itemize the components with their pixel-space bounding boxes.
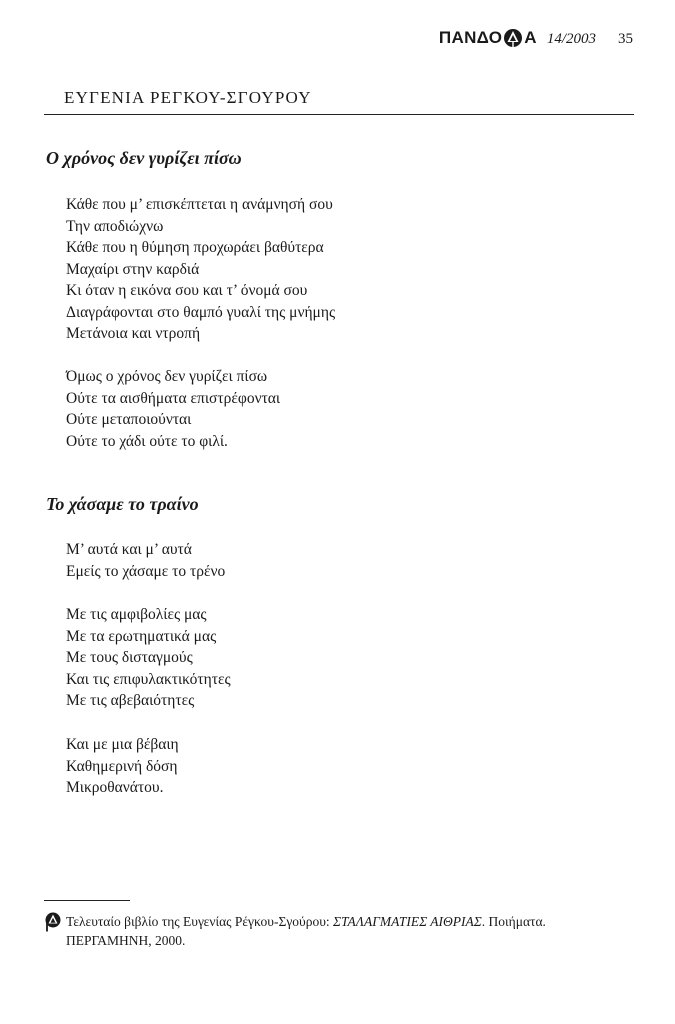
poem-line: Διαγράφονται στο θαμπό γυαλί της μνήμης bbox=[66, 303, 336, 321]
journal-name bbox=[439, 28, 537, 48]
poem-line: Καθημερινή δόση bbox=[66, 757, 178, 775]
poem-line: Με τις αβεβαιότητες bbox=[66, 692, 195, 709]
journal-name-right: Α bbox=[524, 28, 537, 47]
journal-name-left: ΠΑΝΔΟ bbox=[438, 28, 503, 47]
poem-title: Ο χρόνος δεν γυρίζει πίσω bbox=[46, 148, 242, 168]
poem-title: Το χάσαμε το τραίνο bbox=[46, 494, 199, 514]
footnote-text-lead: Τελευταίο βιβλίο της Ευγενίας Ρέγκου-Σγούρου: bbox=[66, 914, 334, 929]
page-number: 35 bbox=[618, 31, 633, 47]
footnote-divider bbox=[44, 900, 130, 901]
poem-stanza bbox=[66, 366, 280, 452]
poem-line: Όμως ο χρόνος δεν γυρίζει πίσω bbox=[66, 368, 268, 385]
author-name: ΕΥΓΕΝΙΑ ΡΕΓΚΟΥ-ΣΓΟΥΡΟΥ bbox=[64, 88, 312, 107]
poem-line: Την αποδιώχνω bbox=[66, 217, 164, 235]
footnote-text bbox=[66, 912, 546, 950]
poem-stanza bbox=[66, 194, 335, 345]
footnote-book-title: ΣΤΑΛΑΓΜΑΤΙΕΣ ΑΙΘΡΙΑΣ bbox=[333, 914, 482, 929]
poem-line: Με τις αμφιβολίες μας bbox=[66, 606, 207, 623]
poem-line: Ούτε το χάδι ούτε το φιλί. bbox=[66, 432, 228, 450]
running-header bbox=[439, 28, 633, 48]
poem-line: Μαχαίρι στην καρδιά bbox=[66, 260, 200, 278]
poem-line: Ούτε τα αισθήματα επιστρέφονται bbox=[66, 389, 281, 407]
footnote-publisher: ΠΕΡΓΑΜΗΝΗ, 2000. bbox=[66, 933, 186, 948]
poem-line: Μ’ αυτά και μ’ αυτά bbox=[66, 541, 192, 558]
poem-stanza bbox=[66, 604, 231, 712]
pandora-mark-icon bbox=[44, 912, 62, 932]
footnote-text-tail: . Ποιήματα. bbox=[481, 914, 546, 929]
poem-line: Και με μια βέβαιη bbox=[66, 736, 179, 753]
poem-line: Με τους δισταγμούς bbox=[66, 649, 193, 666]
poem-line: Κι όταν η εικόνα σου και τ’ όνομά σου bbox=[66, 282, 308, 299]
footnote bbox=[44, 912, 644, 950]
poem-line: Εμείς το χάσαμε το τρένο bbox=[66, 562, 226, 580]
poem-line: Με τα ερωτηματικά μας bbox=[66, 627, 217, 645]
issue-number: 14/2003 bbox=[546, 31, 596, 47]
poem-line: Κάθε που μ’ επισκέπτεται η ανάμνησή σου bbox=[66, 196, 333, 213]
poem-line: Ούτε μεταποιούνται bbox=[66, 411, 192, 428]
poem-line: Μετάνοια και ντροπή bbox=[66, 325, 201, 342]
header-divider bbox=[44, 114, 634, 115]
poem-stanza bbox=[66, 539, 225, 582]
poem-line: Και τις επιφυλακτικότητες bbox=[66, 670, 231, 688]
poem-line: Μικροθανάτου. bbox=[66, 779, 164, 796]
poem-line: Κάθε που η θύμηση προχωράει βαθύτερα bbox=[66, 239, 324, 256]
pandora-logo-icon bbox=[503, 28, 523, 48]
poem-stanza bbox=[66, 734, 179, 799]
